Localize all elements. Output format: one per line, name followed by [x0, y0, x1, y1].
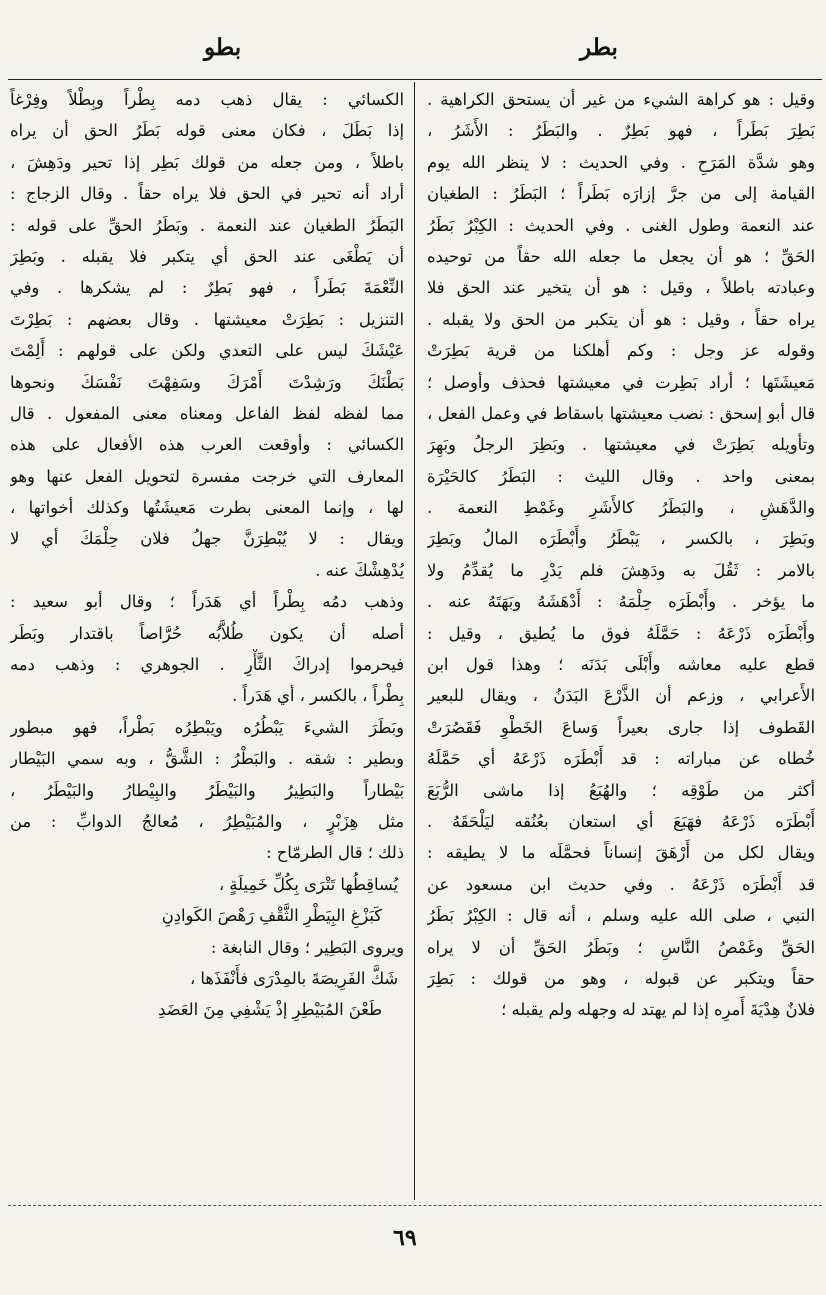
text-line: أَبْطَرَه ذَرْعَهُ فهَبَعَ أي استعان بعُنُقه ليَلْحَقَهُ .: [427, 811, 815, 831]
page-number: ٦٩: [393, 1225, 417, 1251]
text-line: بِطْراً ، بالكسر ، أي هَدَراً .: [232, 686, 404, 706]
text-line: القَطوف إذا جارى بعيراً وَساعَ الخَطْوِ فَقَصُرَتْ: [427, 717, 815, 737]
text-line: قطع عليه معاشه وأَبْلَى بَدَنَه ؛ وهذا قول ابن: [427, 655, 815, 675]
text-line: والدَّهَشِ ، والبَطَرُ كالأَشَرِ وغَمْطِ النعمة .: [427, 498, 815, 518]
text-line: لها ، وإنما المعنى بطرت مَعيشَتُها وكذلك أخواتها ،: [10, 498, 404, 518]
text-line: النبي ، صلى الله عليه وسلم ، أنه قال : الكِبْرُ بَطَرُ: [427, 906, 815, 926]
verse-line: يُساقِطُها تَتْرَى بِكُلِّ خَمِيلَةٍ ،: [218, 874, 398, 894]
footer-rule: [8, 1205, 822, 1206]
text-line: الحَقِّ وغَمْصُ النَّاسِ ؛ وبَطَرُ الحَقِّ أن لا يراه: [427, 937, 815, 957]
text-line: فلانٌ هِدْيَةَ أَمرِه إذا لم يهتد له وجهله ولم يقبله ؛: [501, 1000, 815, 1020]
text-line: خُطاه عن مباراته : قد أَبْطَرَه ذَرْعَهُ أي حَمَّلَهُ: [427, 749, 815, 769]
text-line: أكثر من طَوْقِه ؛ والهُبَعُ إذا ماشى الرُّبَعَ: [427, 780, 815, 800]
text-line: الحَقِّ ؛ هو أن يجعل ما جعله الله حقاً من توحيده: [427, 246, 815, 266]
text-line: ذلك ؛ قال الطرمّاح :: [266, 843, 404, 863]
text-line: يراه حقاً ، وقيل : هو أن يتكبر من الحق ولا يقبله .: [427, 309, 815, 329]
text-line: وأَبْطَرَه ذَرْعَهُ : حَمَّلَهُ فوق ما يُطيق ، وقيل :: [427, 623, 815, 643]
text-line: الأَعرابي ، وزعم أن الذَّرْعَ البَدَنُ ، ويقال للبعير: [427, 686, 815, 706]
verse-line: شَكَّ الفَرِيصَةَ بالمِدْرَى فأَنْفَذَها ،: [189, 968, 398, 988]
text-line: البَطَرُ الطغيان عند النعمة . وبَطَرُ الحقِّ على قوله :: [10, 215, 404, 235]
text-line: ويروى البَطِير ؛ وقال النابغة :: [210, 937, 404, 957]
text-line: ويقال لكل من أَرْهَقَ إنساناً فحمَّلَه ما لا يطيقه :: [427, 843, 815, 863]
left-column: [10, 84, 404, 1026]
text-line: بمعنى واحد . وقال الليث : البَطَرُ كالحَيْرَة: [427, 466, 815, 486]
text-line: إذا بَطَلَ ، فكان معنى قوله بَطَرُ الحق أن يراه: [10, 121, 404, 141]
text-line: القيامة إلى من جرَّ إزارَه بَطَراً ؛ البَطَرُ : الطغيان: [427, 184, 815, 204]
text-line: قد أَبْطَرَه ذَرْعَهُ . وفي حديث ابن مسعود عن: [427, 874, 815, 894]
text-line: النِّعْمَةَ بَطَراً ، فهو بَطِرٌ : لم يشكرها . وفي: [10, 278, 404, 298]
header-rule: [8, 79, 822, 80]
text-line: الكسائي : وأوقعت العرب هذه الأفعال على هذه: [10, 435, 404, 455]
text-line: مثل هِزَبْرٍ ، والمُبَيْطِرُ ، مُعالجُ الدوابِّ : من: [10, 811, 404, 831]
text-line: فيحرموا إدراكَ الثَّأْرِ . الجوهري : وذهب دمه: [10, 655, 404, 675]
text-line: بالامر : ثَقُلَ به ودَهِشَ فلم يَدْرِ ما يُقدِّمُ ولا: [427, 560, 815, 580]
text-line: حقاً ويتكبر عن قبوله ، وهو من قولك : بَطِرَ: [427, 968, 815, 988]
text-line: أن يَطْغَى عند الحق أي يتكبر فلا يقبله . وبَطِرَ: [10, 246, 404, 266]
text-line: ويقال : لا يُبْطِرَنَّ جهلُ فلان حِلْمَكَ أي لا: [10, 529, 404, 549]
text-line: يُدْهِشْكَ عنه .: [315, 560, 404, 580]
verse-line: طَعْنَ المُبَيْطِرِ إذْ يَشْفِي مِنَ العَضَدِ: [158, 1000, 382, 1020]
text-line: أصله أن يكون طُلاَّبُه حُرَّاصاً باقتدار وبَطَر: [10, 623, 404, 643]
text-line: وبَطَرَ الشيءَ يَبْطُرُه ويَبْطِرُه بَطْراً، فهو مبطور: [10, 717, 404, 737]
text-line: وبَطِرَ ، بالكسر ، يَبْطَرُ وأَبْطَرَه المالُ وبَطِرَ: [427, 529, 815, 549]
text-line: مَعيشَتَها ؛ أراد بَطِرت في معيشتها فحذف وأوصل ؛: [427, 372, 815, 392]
text-line: وهو شدَّة المَرَحِ . وفي الحديث : لا ينظر الله يوم: [427, 152, 815, 172]
header-headword-left: بطو: [204, 34, 242, 61]
text-line: وعبادته باطلاً ، وقيل : هو أن يتخير عند الحق فلا: [427, 278, 815, 298]
header-headword-right: بطر: [580, 34, 618, 61]
text-line: وقيل : هو كراهة الشيء من غير أن يستحق الكراهية .: [427, 90, 815, 109]
text-line: مما لفظه لفظ الفاعل ومعناه معنى المفعول . قال: [10, 403, 404, 423]
text-line: الكسائي : يقال ذهب دمه بِطْراً وبِطْلاً وفِرْغاً: [10, 90, 404, 109]
text-line: باطلاً ، ومن جعله من قولك بَطِر إذا تحير ودَهِشَ ،: [10, 152, 404, 172]
text-line: أراد أنه تحير في الحق فلا يراه حقاً . وقال الزجاج :: [10, 184, 404, 204]
text-line: وقوله عز وجل : وكم أهلكنا من قرية بَطِرَتْ: [427, 341, 815, 361]
text-line: ما يؤخر . وأَبْطَرَه حِلْمَهُ : أَدْهَشَهُ وبَهَتَهُ عنه .: [427, 592, 815, 612]
text-line: بَطْنَكَ ورَشِدْتَ أَمْرَكَ وسَفِهْتَ نَفْسَكَ ونحوها: [10, 372, 404, 392]
text-line: وبطير : شقه . والبَطْرُ : الشَّقُّ ، وبه سمي البَيْطار: [10, 749, 404, 769]
text-line: بَيْطاراً والبَطِيرُ والبَيْطَرُ والبِيْطارُ والبَيْطَرُ ،: [10, 780, 404, 800]
text-line: التنزيل : بَطِرَتْ معيشتها . وقال بعضهم : بَطِرْتَ: [10, 309, 404, 329]
text-line: عَيْشَكَ ليس على التعدي ولكن على قولهم : أَلِمْتَ: [10, 341, 404, 361]
text-line: وذهب دمُه بِطْراً أي هَدَراً ؛ وقال أبو سعيد :: [10, 592, 404, 612]
text-line: عند النعمة وطول الغنى . وفي الحديث : الكِبْرُ بَطَرُ: [427, 215, 815, 235]
verse-line: كَبَزْغِ البِيَطْرِ الثَّقْفِ رَهْصَ الكَوادِنِ: [161, 906, 382, 926]
text-line: المعارف التي خرجت مفسرة لتحويل الفعل عنها وهو: [10, 466, 404, 486]
column-divider: [414, 82, 415, 1200]
text-line: قال أبو إسحق : نصب معيشتها باسقاط في وعمل الفعل ،: [427, 403, 815, 423]
right-column: [427, 84, 815, 1026]
text-line: وتأويله بَطِرَتْ في معيشتها . وبَطِرَ الرجلُ وبَهِرَ: [427, 435, 815, 455]
text-line: بَطِرَ بَطَراً ، فهو بَطِرٌ . والبَطَرُ : الأَشَرُ ،: [427, 121, 815, 141]
